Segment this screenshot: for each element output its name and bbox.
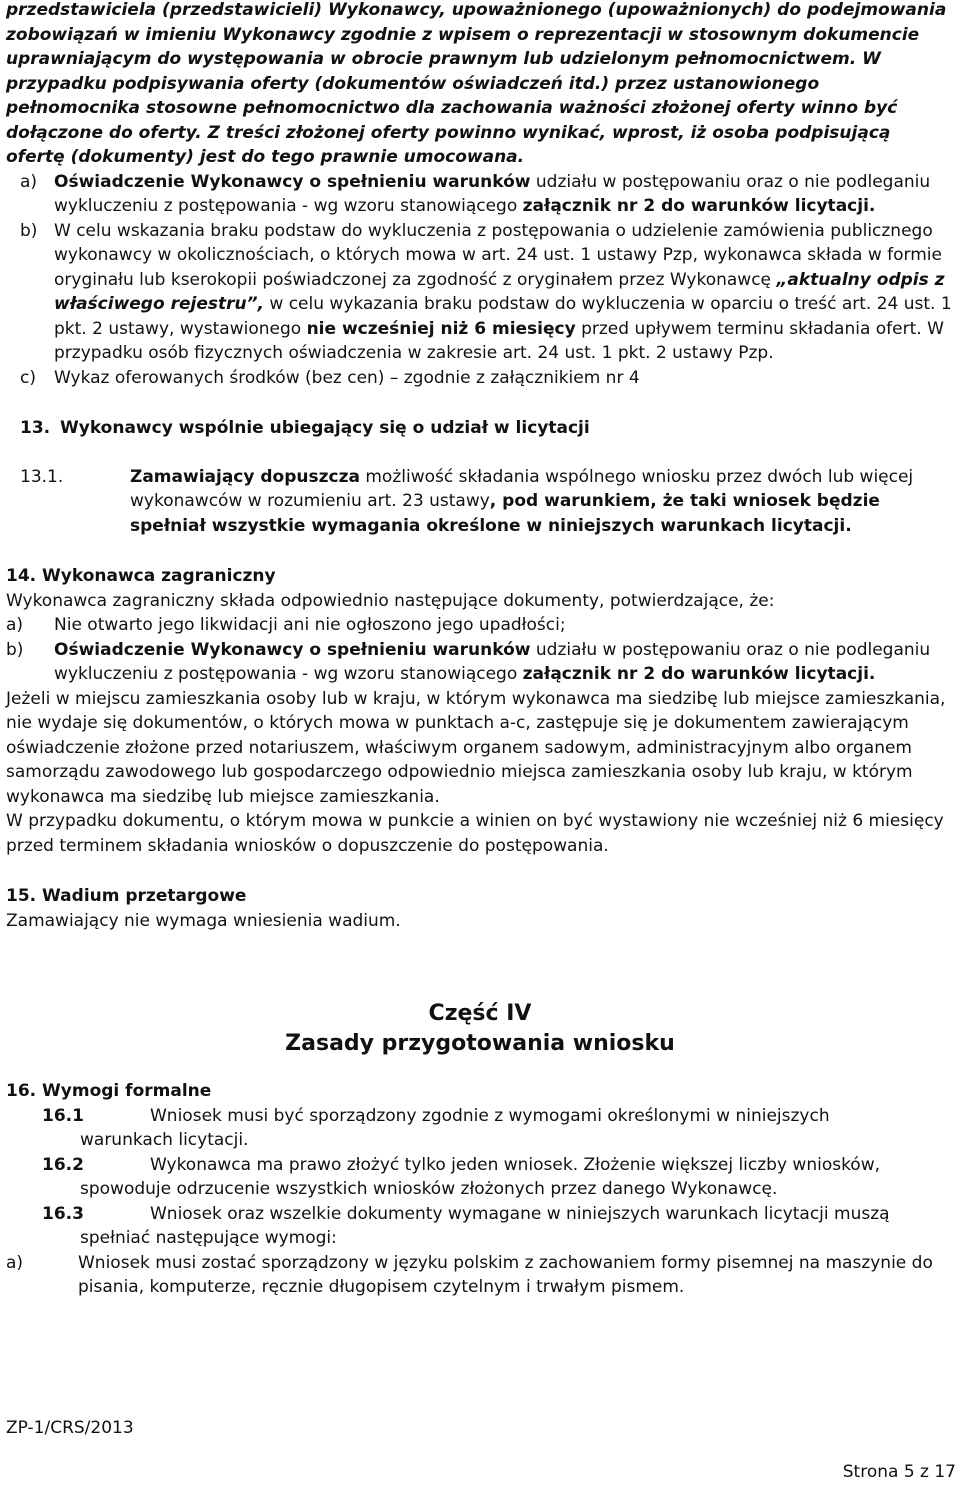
plain-text: przed upływem terminu składania ofert. W przypadku osób fizycznych oświadczenia w zakresie art. 24 ust. 1 pkt. 2 ustawy Pzp. <box>54 318 944 363</box>
list-item-b <box>6 219 954 366</box>
page-number: Strona 5 z 17 <box>842 1462 956 1482</box>
bold-text: Zamawiający dopuszcza <box>130 466 360 487</box>
list-marker: a) <box>6 1252 24 1273</box>
subsection-continuation: warunkach licytacji. <box>80 1130 249 1150</box>
subsection-line <box>6 1104 954 1129</box>
subsection-continuation: spowoduje odrzucenie wszystkich wniosków złożonych przez danego Wykonawcę. <box>80 1179 778 1199</box>
subsection-number: 13.1. <box>20 466 64 487</box>
intro-paragraph: przedstawiciela (przedstawicieli) Wykonawcy, upoważnionego (upoważnionych) do podejmowania zobowiązań w imieniu Wykonawcy zgodnie z wpisem o reprezentacji w stosownym dokumencie uprawniającym do występowania w obrocie prawnym lub udzielonym pełnomocnictwem. W przypadku podpisywania oferty (dokumentów oświadczeń itd.) przez ustanowionego pełnomocnika stosowne pełnomocnictwo dla zachowania ważności złożonej oferty winno być dołączone do oferty. Z treści złożonej oferty powinno wynikać, wprost, iż osoba podpisującą ofertę (dokumenty) jest do tego prawnie umocowana. <box>6 0 947 167</box>
list-item-c <box>6 366 954 391</box>
part-number: Część IV <box>428 1001 532 1026</box>
list-marker: a) <box>6 615 24 635</box>
bold-text: , pod warunkiem, że taki wniosek będzie spełniał wszystkie wymagania określone w niniejszych warunkach licytacji. <box>130 491 880 536</box>
subsection-text: Wykonawca ma prawo złożyć tylko jeden wniosek. Złożenie większej liczby wniosków, <box>150 1154 881 1175</box>
part-heading <box>6 999 954 1059</box>
subsection-continuation: spełniać następujące wymogi: <box>80 1228 337 1248</box>
bold-italic-text: „aktualny odpis z właściwego rejestru”, <box>54 269 945 314</box>
plain-text: możliwość składania wspólnego wniosku przez dwóch lub więcej wykonawców w rozumieniu art. 23 ustawy <box>130 466 914 511</box>
part-title: Zasady przygotowania wniosku <box>285 1031 675 1056</box>
section-16-item <box>6 1104 954 1153</box>
bold-text: nie wcześniej niż 6 miesięcy <box>306 318 576 339</box>
document-code: ZP-1/CRS/2013 <box>6 1418 134 1438</box>
section-14-lead: Wykonawca zagraniczny składa odpowiednio następujące dokumenty, potwierdzające, że: <box>6 590 775 611</box>
bold-text: Oświadczenie Wykonawcy o spełnieniu warunków <box>54 171 531 192</box>
subsection-number: 16.2 <box>42 1154 84 1175</box>
list-marker: b) <box>6 639 24 660</box>
subsection-line <box>6 1202 954 1227</box>
list-marker: b) <box>20 220 38 241</box>
section-14-item-b <box>6 638 954 687</box>
bold-text: załącznik nr 2 do warunków licytacji. <box>522 196 876 216</box>
subsection-text: Wniosek oraz wszelkie dokumenty wymagane w niniejszych warunkach licytacji muszą <box>150 1203 890 1224</box>
section-15-heading: 15. Wadium przetargowe <box>6 886 247 906</box>
section-13-1 <box>6 465 954 539</box>
bold-text: Oświadczenie Wykonawcy o spełnieniu warunków <box>54 639 531 660</box>
section-14-paragraph: W przypadku dokumentu, o którym mowa w punkcie a winien on być wystawiony nie wcześniej niż 6 miesięcy przed terminem składania wniosków o dopuszczenie do postępowania. <box>6 811 944 856</box>
subsection-text <box>130 465 954 539</box>
list-item-text <box>54 638 954 687</box>
list-item-text: Wykaz oferowanych środków (bez cen) – zgodnie z załącznikiem nr 4 <box>54 367 640 388</box>
section-14-paragraph: Jeżeli w miejscu zamieszkania osoby lub w kraju, w którym wykonawca ma siedzibę lub miejsce zamieszkania, nie wydaje się dokumentów, o których mowa w punktach a-c, zastępuje się je dokumentem zawierającym oświadczenie złożone przed notariuszem, właściwym organem sadowym, administracyjnym albo organem samorządu zawodowego lub gospodarczego odpowiednio miejsca zamieszkania osoby lub kraju, w którym wykonawca ma siedzibę lub miejsce zamieszkania. <box>6 688 946 807</box>
section-16-heading: 16. Wymogi formalne <box>6 1081 212 1101</box>
section-13-heading <box>6 416 954 441</box>
list-item-text <box>54 219 954 366</box>
subsection-number: 16.1 <box>42 1105 84 1126</box>
list-item-text: Wniosek musi zostać sporządzony w języku polskim z zachowaniem formy pisemnej na maszynie do pisania, komputerze, ręcznie długopisem czytelnym i trwałym pismem. <box>78 1252 933 1297</box>
list-marker: c) <box>20 367 36 388</box>
plain-text: w celu wykazania braku podstaw do wykluczenia w oparciu o treść art. 24 ust. 1 pkt. 2 ustawy, wystawionego <box>54 294 952 339</box>
list-marker: a) <box>20 171 38 192</box>
section-14-heading: 14. Wykonawca zagraniczny <box>6 566 276 586</box>
list-item-text: Nie otwarto jego likwidacji ani nie ogłoszono jego upadłości; <box>54 615 566 635</box>
section-16-item <box>6 1153 954 1202</box>
subsection-text: Wniosek musi być sporządzony zgodnie z wymogami określonymi w niniejszych <box>150 1105 830 1126</box>
bold-text: załącznik nr 2 do warunków licytacji. <box>522 664 876 684</box>
section-title: Wykonawcy wspólnie ubiegający się o udział w licytacji <box>60 418 590 438</box>
subsection-number: 16.3 <box>42 1203 84 1224</box>
subsection-line <box>6 1153 954 1178</box>
section-number: 13. <box>20 418 51 438</box>
section-16-item-a <box>6 1251 954 1300</box>
plain-text: udziału w postępowaniu oraz o nie podleganiu wykluczeniu z postępowania - wg wzoru stanowiącego <box>54 171 931 216</box>
section-16-item <box>6 1202 954 1251</box>
list-item-a <box>6 170 954 219</box>
section-14-item-a <box>6 613 954 638</box>
plain-text: udziału w postępowaniu oraz o nie podleganiu wykluczeniu z postępowania - wg wzoru stanowiącego <box>54 639 931 684</box>
section-15-text: Zamawiający nie wymaga wniesienia wadium. <box>6 910 401 931</box>
list-item-text <box>54 170 954 219</box>
plain-text: W celu wskazania braku podstaw do wykluczenia z postępowania o udzielenie zamówienia publicznego wykonawcy w okolicznościach, o których mowa w art. 24 ust. 1 ustawy Pzp, wykonawca składa w formie oryginału lub kserokopii poświadczonej za zgodność z oryginałem przez Wykonawcę <box>54 220 942 290</box>
document-page <box>6 0 954 1300</box>
